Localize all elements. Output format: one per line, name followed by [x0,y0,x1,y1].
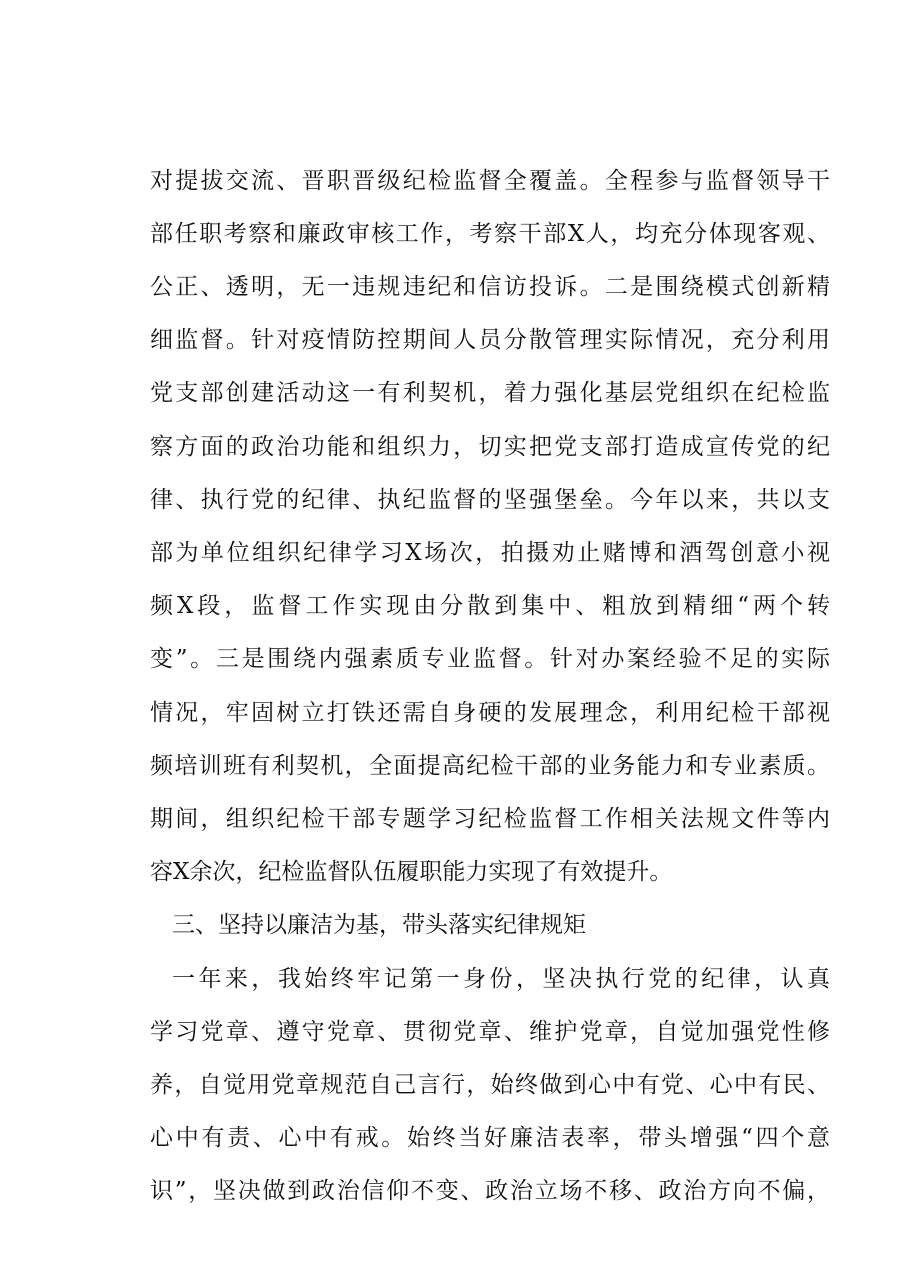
body-line: 察方面的政治功能和组织力，切实把党支部打造成宣传党的纪 [150,434,830,460]
body-line: 一年来，我始终牢记第一身份，坚决执行党的纪律，认真 [172,966,830,992]
body-line: 频培训班有利契机，全面提高纪检干部的业务能力和专业素质。 [150,753,830,779]
body-line: 对提拔交流、晋职晋级纪检监督全覆盖。全程参与监督领导干 [150,168,830,194]
body-line: 情况，牢固树立打铁还需自身硬的发展理念，利用纪检干部视 [150,700,830,726]
body-line: 变”。三是围绕内强素质专业监督。针对办案经验不足的实际 [150,646,830,672]
body-line: 养，自觉用党章规范自己言行，始终做到心中有党、心中有民、 [150,1072,830,1098]
body-line: 细监督。针对疫情防控期间人员分散管理实际情况，充分利用 [150,327,830,353]
body-line: 党支部创建活动这一有利契机，着力强化基层党组织在纪检监 [150,380,830,406]
body-line: 部为单位组织纪律学习X场次，拍摄劝止赌博和酒驾创意小视 [150,540,830,566]
body-line: 容X余次，纪检监督队伍履职能力实现了有效提升。 [150,859,673,885]
body-line: 律、执行党的纪律、执纪监督的坚强堡垒。今年以来，共以支 [150,487,830,513]
body-line: 频X段，监督工作实现由分散到集中、粗放到精细“两个转 [150,593,830,619]
body-line: 识”，坚决做到政治信仰不变、政治立场不移、政治方向不偏， [150,1178,830,1204]
body-line: 公正、透明，无一违规违纪和信访投诉。二是围绕模式创新精 [150,274,830,300]
body-line: 学习党章、遵守党章、贯彻党章、维护党章，自觉加强党性修 [150,1019,830,1045]
section-heading: 三、坚持以廉洁为基，带头落实纪律规矩 [172,912,586,938]
body-line: 期间，组织纪检干部专题学习纪检监督工作相关法规文件等内 [150,806,830,832]
body-line: 部任职考察和廉政审核工作，考察干部X人，均充分体现客观、 [150,221,830,247]
body-line: 心中有责、心中有戒。始终当好廉洁表率，带头增强“四个意 [150,1125,830,1151]
